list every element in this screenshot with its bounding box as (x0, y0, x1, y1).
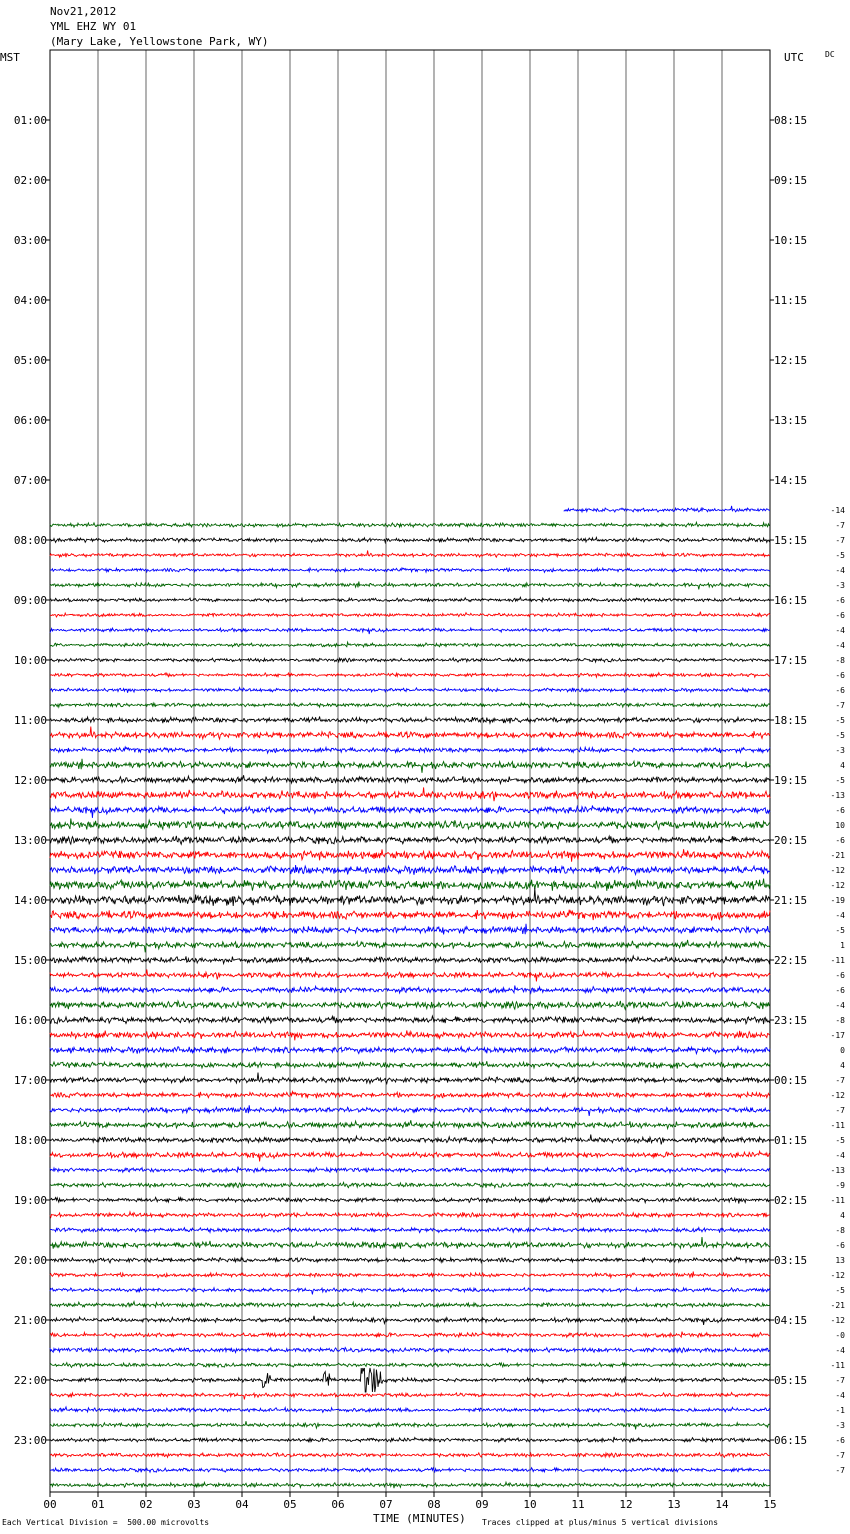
mst-hour-label: 09:00 (13, 594, 47, 607)
mst-hour-label: 18:00 (13, 1134, 47, 1147)
dc-offset-value: -8 (835, 656, 845, 665)
trace-line (564, 506, 770, 512)
utc-hour-label: 11:15 (774, 294, 808, 307)
mst-hour-label: 10:00 (13, 654, 47, 667)
mst-hour-label: 05:00 (13, 354, 47, 367)
dc-offset-value: 10 (835, 821, 845, 830)
x-tick-label: 13 (667, 1498, 681, 1511)
trace-line (50, 642, 770, 647)
station-code: YML EHZ WY 01 (50, 20, 137, 33)
utc-hour-label: 06:15 (774, 1434, 808, 1447)
mst-hour-label: 20:00 (13, 1254, 47, 1267)
dc-offset-value: -6 (835, 596, 845, 605)
trace-line (50, 910, 770, 921)
trace-line (50, 1316, 770, 1325)
trace-line (50, 836, 770, 844)
station-location: (Mary Lake, Yellowstone Park, WY) (50, 35, 269, 48)
utc-hour-label: 19:15 (774, 774, 808, 787)
clip-note: Traces clipped at plus/minus 5 vertical divisions (482, 1518, 719, 1527)
dc-offset-value: -4 (835, 1391, 845, 1400)
x-tick-label: 04 (235, 1498, 249, 1511)
mst-axis-title: MST (0, 51, 20, 64)
trace-line (50, 1332, 770, 1338)
trace-line (50, 775, 770, 783)
mst-hour-label: 07:00 (13, 474, 47, 487)
trace-line (50, 1237, 770, 1249)
record-date: Nov21,2012 (50, 5, 117, 18)
trace-line (50, 1030, 770, 1040)
trace-line (50, 806, 770, 818)
trace-line (50, 940, 770, 952)
dc-offset-value: -6 (835, 1436, 845, 1445)
utc-hour-label: 17:15 (774, 654, 808, 667)
trace-line (50, 956, 770, 964)
mst-hour-label: 01:00 (13, 114, 47, 127)
trace-line (50, 1047, 770, 1054)
utc-hour-label: 22:15 (774, 954, 808, 967)
dc-offset-value: 4 (840, 761, 845, 770)
trace-line (50, 1437, 770, 1442)
dc-offset-value: -6 (835, 671, 845, 680)
trace-line (50, 1421, 770, 1429)
trace-line (50, 582, 770, 590)
trace-line (50, 747, 770, 753)
dc-offset-value: -21 (830, 1301, 845, 1310)
mst-hour-label: 03:00 (13, 234, 47, 247)
dc-offset-value: -19 (830, 896, 845, 905)
utc-hour-label: 21:15 (774, 894, 808, 907)
trace-line (50, 1228, 770, 1233)
dc-offset-value: 1 (840, 941, 845, 950)
utc-hour-label: 18:15 (774, 714, 808, 727)
dc-offset-value: -1 (835, 1406, 845, 1415)
utc-axis-title: UTC (784, 51, 804, 64)
trace-line (50, 787, 770, 801)
utc-hour-label: 03:15 (774, 1254, 808, 1267)
trace-line (50, 658, 770, 662)
dc-offset-value: -5 (835, 1286, 845, 1295)
dc-offset-value: -4 (835, 1346, 845, 1355)
trace-line (50, 1272, 770, 1278)
trace-line (50, 759, 770, 773)
trace-line (50, 703, 770, 707)
dc-offset-value: -21 (830, 851, 845, 860)
trace-line (50, 628, 770, 634)
mst-hour-label: 23:00 (13, 1434, 47, 1447)
dc-offset-value: -6 (835, 971, 845, 980)
dc-offset-value: -5 (835, 926, 845, 935)
trace-line (50, 986, 770, 994)
trace-line (50, 1348, 770, 1353)
utc-hour-label: 23:15 (774, 1014, 808, 1027)
dc-offset-value: -7 (835, 536, 845, 545)
mst-hour-label: 19:00 (13, 1194, 47, 1207)
mst-hour-label: 17:00 (13, 1074, 47, 1087)
dc-offset-value: -11 (830, 1121, 845, 1130)
utc-hour-label: 14:15 (774, 474, 808, 487)
trace-line (50, 1407, 770, 1412)
x-tick-label: 03 (187, 1498, 201, 1511)
mst-hour-label: 21:00 (13, 1314, 47, 1327)
trace-line (50, 1453, 770, 1458)
dc-offset-value: -4 (835, 641, 845, 650)
trace-line (50, 717, 770, 724)
mst-hour-label: 11:00 (13, 714, 47, 727)
trace-line (50, 879, 770, 891)
dc-offset-value: -8 (835, 1016, 845, 1025)
trace-line (50, 1302, 770, 1308)
utc-hour-label: 00:15 (774, 1074, 808, 1087)
x-tick-label: 10 (523, 1498, 537, 1511)
trace-line (50, 688, 770, 693)
x-tick-label: 09 (475, 1498, 489, 1511)
dc-offset-value: -12 (830, 866, 845, 875)
dc-offset-value: -6 (835, 686, 845, 695)
dc-offset-value: -4 (835, 566, 845, 575)
dc-offset-value: -12 (830, 1091, 845, 1100)
dc-offset-value: 4 (840, 1211, 845, 1220)
scale-note: Each Vertical Division = 500.00 microvolts (2, 1518, 210, 1527)
trace-line (50, 1393, 770, 1400)
trace-line (50, 1016, 770, 1024)
dc-offset-value: -5 (835, 731, 845, 740)
mst-hour-label: 16:00 (13, 1014, 47, 1027)
dc-offset-value: -4 (835, 1001, 845, 1010)
dc-offset-value: -5 (835, 1136, 845, 1145)
utc-hour-label: 13:15 (774, 414, 808, 427)
x-tick-label: 02 (139, 1498, 153, 1511)
x-tick-label: 01 (91, 1498, 105, 1511)
trace-line (50, 522, 770, 527)
dc-offset-value: -3 (835, 581, 845, 590)
x-tick-label: 12 (619, 1498, 633, 1511)
trace-line (50, 727, 770, 740)
x-tick-label: 07 (379, 1498, 393, 1511)
x-tick-label: 15 (763, 1498, 777, 1511)
dc-offset-value: -7 (835, 1466, 845, 1475)
dc-offset-value: -6 (835, 986, 845, 995)
utc-hour-label: 01:15 (774, 1134, 808, 1147)
utc-hour-label: 04:15 (774, 1314, 808, 1327)
dc-offset-title: DC (825, 50, 835, 59)
trace-line (50, 550, 770, 557)
dc-offset-value: -13 (830, 791, 845, 800)
dc-offset-value: -11 (830, 1361, 845, 1370)
trace-line (50, 1120, 770, 1128)
dc-offset-value: -5 (835, 716, 845, 725)
trace-line (50, 1092, 770, 1099)
mst-hour-label: 02:00 (13, 174, 47, 187)
dc-offset-value: -7 (835, 701, 845, 710)
trace-line (50, 1073, 770, 1084)
trace-line (50, 849, 770, 862)
dc-offset-value: -4 (835, 1151, 845, 1160)
dc-offset-value: -4 (835, 911, 845, 920)
trace-line (50, 1368, 770, 1392)
trace-line (50, 865, 770, 875)
trace-line (50, 970, 770, 982)
trace-line (50, 612, 770, 617)
dc-offset-value: -3 (835, 1421, 845, 1430)
trace-line (50, 1135, 770, 1145)
utc-hour-label: 05:15 (774, 1374, 808, 1387)
utc-hour-label: 20:15 (774, 834, 808, 847)
dc-offset-value: -6 (835, 611, 845, 620)
dc-offset-value: -7 (835, 1106, 845, 1115)
dc-offset-value: 4 (840, 1061, 845, 1070)
dc-offset-value: -7 (835, 1376, 845, 1385)
dc-offset-value: -12 (830, 1271, 845, 1280)
dc-offset-value: -11 (830, 1196, 845, 1205)
trace-line (50, 1167, 770, 1173)
dc-offset-value: -13 (830, 1166, 845, 1175)
utc-hour-label: 02:15 (774, 1194, 808, 1207)
utc-hour-label: 12:15 (774, 354, 808, 367)
trace-line (50, 1001, 770, 1009)
trace-line (50, 1482, 770, 1488)
trace-line (50, 1061, 770, 1068)
dc-offset-value: -7 (835, 521, 845, 530)
trace-line (50, 1197, 770, 1203)
x-tick-label: 14 (715, 1498, 729, 1511)
trace-line (50, 1151, 770, 1161)
dc-offset-value: -11 (830, 956, 845, 965)
trace-line (50, 819, 770, 830)
x-tick-label: 00 (43, 1498, 57, 1511)
dc-offset-value: -4 (835, 626, 845, 635)
x-tick-label: 05 (283, 1498, 297, 1511)
dc-offset-value: -6 (835, 836, 845, 845)
utc-hour-label: 10:15 (774, 234, 808, 247)
utc-hour-label: 15:15 (774, 534, 808, 547)
trace-line (50, 537, 770, 542)
mst-hour-label: 13:00 (13, 834, 47, 847)
mst-hour-label: 06:00 (13, 414, 47, 427)
trace-line (50, 1212, 770, 1218)
dc-offset-value: -7 (835, 1076, 845, 1085)
x-tick-label: 08 (427, 1498, 441, 1511)
dc-offset-value: -8 (835, 1226, 845, 1235)
mst-hour-label: 12:00 (13, 774, 47, 787)
dc-offset-value: -17 (830, 1031, 845, 1040)
utc-hour-label: 08:15 (774, 114, 808, 127)
dc-offset-value: -12 (830, 1316, 845, 1325)
dc-offset-value: -6 (835, 1241, 845, 1250)
trace-line (50, 1363, 770, 1368)
trace-line (50, 924, 770, 935)
mst-hour-label: 08:00 (13, 534, 47, 547)
trace-line (50, 888, 770, 906)
dc-offset-value: 0 (840, 1046, 845, 1055)
trace-line (50, 1468, 770, 1473)
trace-line (50, 1257, 770, 1263)
dc-offset-value: 13 (835, 1256, 845, 1265)
trace-line (50, 568, 770, 573)
dc-offset-value: -5 (835, 776, 845, 785)
trace-line (50, 597, 770, 601)
dc-offset-value: -9 (835, 1181, 845, 1190)
trace-line (50, 1182, 770, 1187)
mst-hour-label: 22:00 (13, 1374, 47, 1387)
x-tick-label: 06 (331, 1498, 345, 1511)
dc-offset-value: -6 (835, 806, 845, 815)
utc-hour-label: 16:15 (774, 594, 808, 607)
dc-offset-value: -7 (835, 1451, 845, 1460)
trace-line (50, 1288, 770, 1295)
dc-offset-value: -0 (835, 1331, 845, 1340)
dc-offset-value: -12 (830, 881, 845, 890)
mst-hour-label: 04:00 (13, 294, 47, 307)
mst-hour-label: 15:00 (13, 954, 47, 967)
dc-offset-value: -3 (835, 746, 845, 755)
dc-offset-value: -14 (830, 506, 845, 515)
trace-line (50, 673, 770, 678)
x-tick-label: 11 (571, 1498, 585, 1511)
mst-hour-label: 14:00 (13, 894, 47, 907)
x-axis-label: TIME (MINUTES) (373, 1512, 466, 1525)
dc-offset-value: -5 (835, 551, 845, 560)
utc-hour-label: 09:15 (774, 174, 808, 187)
trace-line (50, 1105, 770, 1116)
